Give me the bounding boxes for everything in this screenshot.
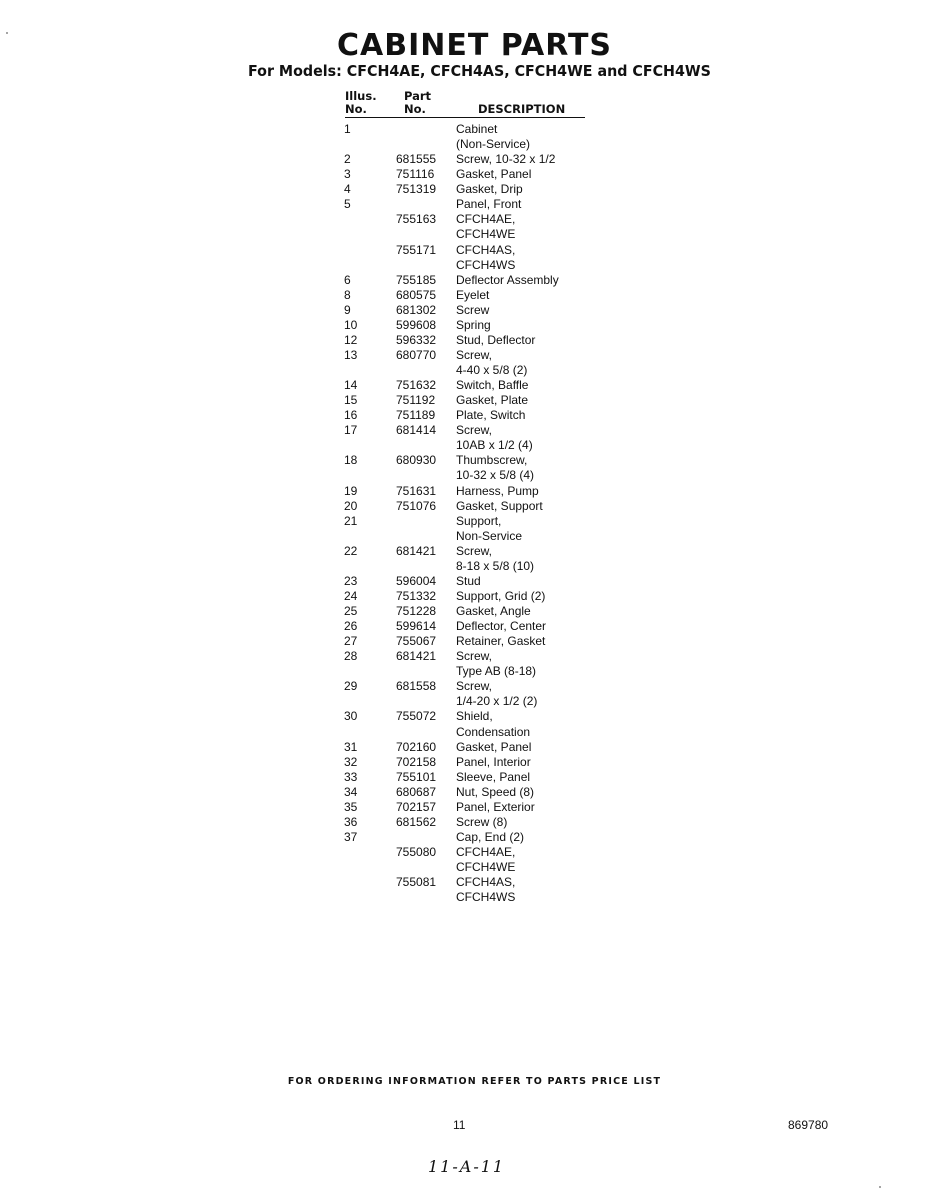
part-no-cell: 751116: [396, 167, 435, 182]
part-no-cell: 596004: [396, 573, 437, 588]
description-cell: 1/4-20 x 1/2 (2): [456, 694, 538, 709]
part-no-cell: 681302: [396, 302, 437, 317]
description-cell: CFCH4WS: [456, 257, 516, 272]
part-no-cell: [396, 227, 456, 242]
illus-no-cell: 19: [344, 483, 358, 498]
description-cell: Screw: [456, 302, 490, 317]
table-row: [344, 499, 644, 514]
illus-no-cell: 33: [344, 769, 358, 784]
table-row: [344, 785, 644, 800]
description-cell: Nut, Speed (8): [456, 784, 535, 799]
header-description: DESCRIPTION: [478, 102, 566, 116]
description-cell: CFCH4AE,: [456, 212, 516, 227]
illus-no-cell: [344, 468, 396, 483]
part-no-cell: [396, 725, 456, 740]
part-no-cell: 755067: [396, 634, 437, 649]
table-row: [344, 619, 644, 634]
illus-no-cell: 34: [344, 784, 358, 799]
table-row: [344, 679, 644, 694]
description-cell: Gasket, Panel: [456, 167, 532, 182]
description-cell: CFCH4WE: [456, 227, 516, 242]
description-cell: CFCH4AS,: [456, 875, 516, 890]
illus-no-cell: [344, 890, 396, 905]
description-cell: Non-Service: [456, 528, 523, 543]
page-title: CABINET PARTS: [336, 28, 613, 63]
description-cell: Type AB (8-18): [456, 664, 537, 679]
table-row: [344, 137, 644, 152]
part-no-cell: 751228: [396, 604, 437, 618]
illus-no-cell: 3: [344, 167, 351, 182]
description-cell: Gasket, Plate: [456, 393, 529, 408]
description-cell: Gasket, Panel: [456, 739, 532, 754]
illus-no-cell: 8: [344, 287, 351, 302]
table-row: [344, 288, 644, 303]
table-row: [344, 815, 644, 830]
illus-no-cell: [344, 694, 396, 709]
table-row: [344, 755, 644, 770]
description-cell: Cabinet: [456, 122, 498, 136]
part-no-cell: 681562: [396, 814, 437, 829]
description-cell: Condensation: [456, 724, 531, 739]
illus-no-cell: [344, 258, 396, 273]
scan-speck: [879, 1186, 881, 1188]
illus-no-cell: 9: [344, 302, 351, 317]
part-no-cell: [396, 664, 456, 679]
illus-no-cell: 23: [344, 573, 358, 588]
illus-no-cell: 22: [344, 543, 358, 558]
part-no-cell: 751189: [396, 408, 436, 423]
part-no-cell: 680770: [396, 347, 437, 362]
description-cell: 10-32 x 5/8 (4): [456, 468, 535, 483]
header-illus-line2: No.: [345, 102, 367, 116]
table-row: [344, 122, 644, 137]
illus-no-cell: [344, 559, 396, 574]
table-row: [344, 770, 644, 785]
part-no-cell: 755171: [396, 242, 437, 257]
part-no-cell: 751632: [396, 378, 437, 393]
description-cell: CFCH4AS,: [456, 242, 516, 257]
illus-no-cell: [344, 860, 396, 875]
table-row: [344, 227, 644, 242]
part-no-cell: [396, 890, 456, 905]
illus-no-cell: [344, 664, 396, 679]
description-cell: Spring: [456, 317, 491, 332]
table-row: [344, 453, 644, 468]
description-cell: 10AB x 1/2 (4): [456, 438, 533, 453]
description-cell: Harness, Pump: [456, 483, 539, 498]
table-row: [344, 725, 644, 740]
table-row: [344, 484, 644, 499]
part-no-cell: 755101: [396, 769, 437, 784]
table-row: [344, 664, 644, 679]
illus-no-cell: 14: [344, 378, 358, 393]
header-illus-line1: Illus.: [345, 89, 377, 103]
illus-no-cell: 6: [344, 272, 351, 287]
illus-no-cell: 5: [344, 197, 351, 212]
part-no-cell: 751332: [396, 588, 437, 603]
illus-no-cell: [344, 243, 396, 258]
description-cell: CFCH4WE: [456, 860, 516, 875]
description-cell: Screw,: [456, 423, 493, 438]
table-row: [344, 544, 644, 559]
illus-no-cell: [344, 875, 396, 890]
table-row: [344, 273, 644, 288]
table-row: [344, 890, 644, 905]
table-row: [344, 845, 644, 860]
description-cell: Retainer, Gasket: [456, 634, 546, 649]
part-no-cell: 681558: [396, 679, 437, 694]
description-cell: 8-18 x 5/8 (10): [456, 558, 535, 573]
part-no-cell: 681421: [396, 649, 437, 664]
description-cell: Shield,: [456, 709, 493, 724]
part-no-cell: [396, 529, 456, 544]
illus-no-cell: [344, 725, 396, 740]
illus-no-cell: [344, 529, 396, 544]
table-row: [344, 243, 644, 258]
header-part-line1: Part: [404, 89, 432, 103]
table-row: [344, 182, 644, 197]
document-number: 869780: [788, 1118, 829, 1132]
illus-no-cell: 16: [344, 408, 358, 423]
table-row: [344, 152, 644, 167]
page-number: 11: [453, 1118, 466, 1132]
illus-no-cell: 20: [344, 498, 358, 513]
illus-no-cell: 21: [344, 513, 358, 528]
part-no-cell: [396, 559, 456, 574]
illus-no-cell: 17: [344, 423, 358, 438]
illus-no-cell: 24: [344, 588, 358, 603]
part-no-cell: 596332: [396, 332, 437, 347]
part-no-cell: 751319: [396, 182, 437, 197]
illus-no-cell: 32: [344, 754, 358, 769]
description-cell: Switch, Baffle: [456, 378, 529, 393]
header-rule: [345, 117, 585, 118]
illus-no-cell: [344, 438, 396, 453]
description-cell: Sleeve, Panel: [456, 769, 531, 784]
illus-no-cell: 31: [344, 739, 358, 754]
description-cell: Screw,: [456, 347, 493, 362]
part-no-cell: 755163: [396, 212, 437, 227]
handwritten-note: 11-A-11: [428, 1157, 506, 1176]
table-row: [344, 468, 644, 483]
parts-list: [344, 122, 644, 905]
part-no-cell: [396, 514, 456, 529]
part-no-cell: 681555: [396, 152, 437, 167]
table-row: [344, 860, 644, 875]
table-row: [344, 393, 644, 408]
part-no-cell: 751076: [396, 498, 437, 513]
illus-no-cell: 29: [344, 679, 358, 694]
table-row: [344, 875, 644, 890]
illus-no-cell: 37: [344, 829, 358, 844]
illus-no-cell: 2: [344, 152, 351, 167]
part-no-cell: 755072: [396, 709, 437, 724]
illus-no-cell: 25: [344, 604, 358, 618]
illus-no-cell: 27: [344, 634, 358, 649]
description-cell: Gasket, Support: [456, 498, 543, 513]
description-cell: Deflector Assembly: [456, 272, 559, 287]
table-row: [344, 378, 644, 393]
description-cell: CFCH4AE,: [456, 845, 516, 859]
table-row: [344, 529, 644, 544]
illus-no-cell: 1: [344, 122, 351, 136]
part-no-cell: 702160: [396, 739, 437, 754]
description-cell: Screw, 10-32 x 1/2: [456, 152, 556, 167]
part-no-cell: 680687: [396, 784, 437, 799]
table-row: [344, 318, 644, 333]
table-row: [344, 649, 644, 664]
part-no-cell: [396, 122, 456, 137]
part-no-cell: [396, 860, 456, 875]
description-cell: Cap, End (2): [456, 829, 525, 844]
table-row: [344, 709, 644, 724]
part-no-cell: 755185: [396, 272, 437, 287]
description-cell: Thumbscrew,: [456, 453, 528, 468]
part-no-cell: [396, 258, 456, 273]
description-cell: Plate, Switch: [456, 408, 526, 423]
table-row: [344, 694, 644, 709]
table-row: [344, 423, 644, 438]
description-cell: Screw,: [456, 679, 493, 694]
description-cell: Panel, Exterior: [456, 799, 535, 814]
illus-no-cell: 28: [344, 649, 358, 664]
description-cell: Screw (8): [456, 814, 508, 829]
description-cell: 4-40 x 5/8 (2): [456, 363, 528, 377]
illus-no-cell: 36: [344, 814, 358, 829]
part-no-cell: [396, 363, 456, 378]
part-no-cell: [396, 694, 456, 709]
description-cell: (Non-Service): [456, 137, 531, 152]
table-row: [344, 258, 644, 273]
table-row: [344, 408, 644, 423]
part-no-cell: 755080: [396, 845, 437, 859]
description-cell: Panel, Interior: [456, 754, 531, 769]
illus-no-cell: [344, 845, 396, 860]
description-cell: Deflector, Center: [456, 619, 547, 634]
table-row: [344, 212, 644, 227]
illus-no-cell: 26: [344, 619, 358, 634]
part-no-cell: 702157: [396, 799, 437, 814]
scan-speck: [6, 32, 8, 34]
description-cell: Eyelet: [456, 287, 490, 302]
table-row: [344, 830, 644, 845]
part-no-cell: 755081: [396, 875, 437, 890]
table-row: [344, 438, 644, 453]
header-part-line2: No.: [404, 102, 426, 116]
table-row: [344, 604, 644, 619]
illus-no-cell: 15: [344, 393, 358, 408]
ordering-note: FOR ORDERING INFORMATION REFER TO PARTS PRICE LIST: [287, 1076, 662, 1087]
part-no-cell: 680575: [396, 287, 437, 302]
table-row: [344, 800, 644, 815]
table-row: [344, 197, 644, 212]
description-cell: Gasket, Angle: [456, 604, 531, 618]
illus-no-cell: 13: [344, 347, 358, 362]
part-no-cell: 681421: [396, 543, 437, 558]
part-no-cell: 702158: [396, 754, 437, 769]
part-no-cell: 599608: [396, 317, 437, 332]
part-no-cell: [396, 438, 456, 453]
table-row: [344, 740, 644, 755]
part-no-cell: [396, 137, 456, 152]
part-no-cell: 599614: [396, 619, 437, 634]
part-no-cell: [396, 830, 456, 845]
table-row: [344, 363, 644, 378]
table-row: [344, 589, 644, 604]
table-row: [344, 514, 644, 529]
part-no-cell: 681414: [396, 423, 437, 438]
illus-no-cell: 10: [344, 317, 358, 332]
illus-no-cell: [344, 227, 396, 242]
description-cell: Stud, Deflector: [456, 332, 536, 347]
table-row: [344, 348, 644, 363]
illus-no-cell: 18: [344, 453, 358, 468]
description-cell: Screw,: [456, 649, 493, 664]
part-no-cell: [396, 468, 456, 483]
illus-no-cell: 4: [344, 182, 351, 197]
description-cell: Panel, Front: [456, 197, 522, 212]
description-cell: Gasket, Drip: [456, 182, 523, 197]
part-no-cell: [396, 197, 456, 212]
table-row: [344, 574, 644, 589]
illus-no-cell: 30: [344, 709, 358, 724]
illus-no-cell: [344, 363, 396, 378]
table-row: [344, 333, 644, 348]
description-cell: Support,: [456, 513, 502, 528]
description-cell: Screw,: [456, 543, 493, 558]
models-subtitle: For Models: CFCH4AE, CFCH4AS, CFCH4WE and CFCH4WS: [248, 62, 711, 80]
table-row: [344, 167, 644, 182]
table-row: [344, 559, 644, 574]
table-row: [344, 634, 644, 649]
part-no-cell: 680930: [396, 453, 437, 468]
description-cell: Support, Grid (2): [456, 588, 546, 603]
part-no-cell: 751631: [396, 483, 437, 498]
illus-no-cell: 12: [344, 332, 358, 347]
illus-no-cell: 35: [344, 799, 358, 814]
illus-no-cell: [344, 137, 396, 152]
description-cell: CFCH4WS: [456, 890, 516, 905]
description-cell: Stud: [456, 573, 481, 588]
illus-no-cell: [344, 212, 396, 227]
part-no-cell: 751192: [396, 393, 436, 408]
table-row: [344, 303, 644, 318]
